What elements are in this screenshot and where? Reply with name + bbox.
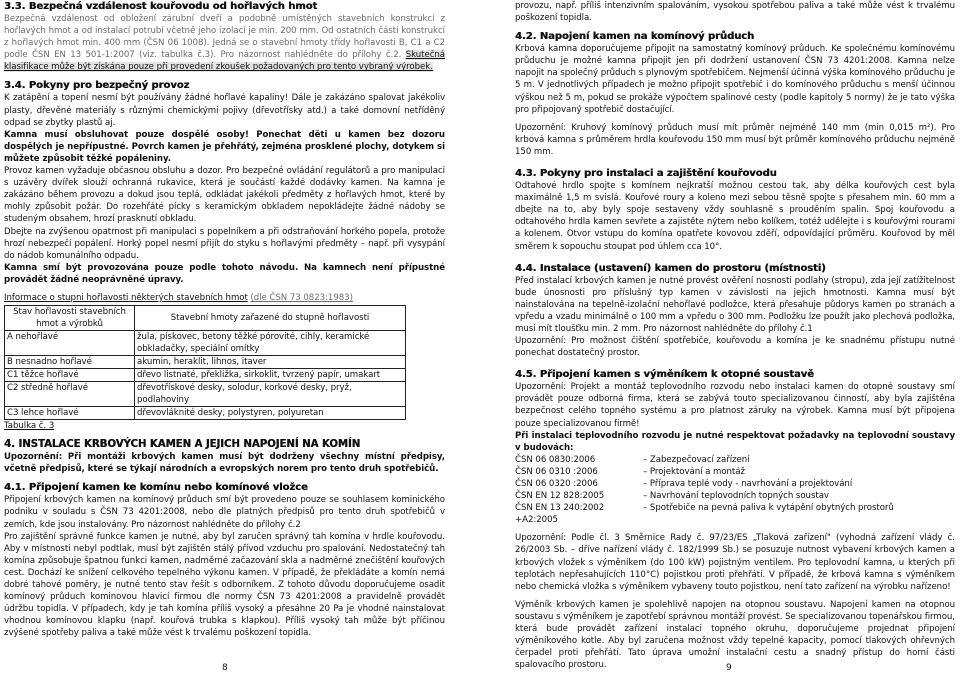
paragraph-4-5-b: Při instalaci teplovodního rozvodu je nutné respektovat požadavky na teplovodní soustavy v budovách: — [515, 430, 955, 453]
paragraph-3-4-a: K zatápění a topení nesmí být používány žádné hořlavé kapaliny! Dále je zakázáno spalovat jakékoliv plasty, dřevěné materiály s různými chemickými pojivy (dřevotřísky atd.) a také domovní netříděný odpad se zbytky plastů aj. — [4, 93, 445, 128]
standard-code: ČSN EN 13 240:2002 +A2:2005 — [515, 503, 605, 526]
table-cell: C1 těžce hořlavé — [5, 369, 135, 382]
standard-desc: – Projektování a montáž — [643, 466, 745, 477]
chapter-heading-4: 4. INSTALACE KRBOVÝCH KAMEN A JEJICH NAPOJENÍ NA KOMÍN — [4, 439, 361, 451]
section-heading-4-5: 4.5. Připojení kamen s výměníkem k otopné soustavě — [515, 369, 814, 381]
flammability-table — [4, 305, 406, 420]
table-row — [5, 382, 406, 407]
table-cell: B nesnadno hořlavé — [5, 356, 135, 369]
section-heading-4-4: 4.4. Instalace (ustavení) kamen do prostoru (místnosti) — [515, 262, 826, 274]
paragraph-4-1-b: Pro zajištění správné funkce kamen je nutné, aby byl zaručen správný tah komína v hrdle kouřovodu. Aby v místnosti nebyl podtlak, musí být zajištěn stálý přívod vzduchu pro spalování. Nedostatečný tah komína způsobuje špatnou funkci kamen, nadměrné začazování skla a nadměrné znečištění kouřových cest. Dochází ke snížení celkového tepelného výkonu kamen. V případě, že překládáte a komín nemá dobré tahové poměry, je nutné tento stav řešit s odborníkem. Z tohoto důvodu doporučujeme osadit komínový průduch kominovou hlavicí firmou dle normy ČSN 73 4201:2008 a pravidelně provádět údržbu topidla. V případech, kdy je tah komína příliš vysoký a přesáhne 20 Pa je vhodné nainstalovat vhodnou komínovou klapku (např. kouřová trubka s klapkou). Příliš vysoký tah může být příčinou zvýšené spotřeby paliva a také může vést k trvalému poškození topidla. — [4, 531, 445, 639]
table-header-cell: Stav hořlavosti stavebních hmot a výrobků — [5, 306, 135, 331]
paragraph-3-4-b: Kamna musí obsluhovat pouze dospělé osoby! Ponechat děti u kamen bez dozoru dospělých je nepřípustné. Povrch kamen je přehřátý, zejména prosklené plochy, dotykem si můžete způsobit těžké popáleniny. — [4, 129, 445, 164]
table-header-cell: Stavební hmoty zařazené do stupně hořlavosti — [135, 306, 406, 331]
table-row — [5, 407, 406, 420]
standard-code: ČSN 06 0830:2006 — [515, 454, 596, 465]
paragraph-4-4-b: Upozornění: Pro možnost čištění spotřebiče, kouřovodu a komína je ke snadnému přístupu nutné ponechat dostatečný prostor. — [515, 336, 955, 359]
standard-code: ČSN 06 0320 :2006 — [515, 479, 598, 489]
standard-desc: – Zabezpečovací zařízení — [643, 454, 750, 465]
page-number-left: 8 — [222, 663, 228, 673]
table-row — [5, 356, 406, 369]
table-cell: dřevo listnaté, překližka, sirkoklit, tvrzený papír, umakart — [135, 369, 406, 382]
paragraph-4-4-a: Před instalací krbových kamen je nutné provést ověření nosnosti podlahy (stropu), zda její zatížitelnost bude únosnosti pro příslušný typ kamen v závislosti na jejich hmotnosti. Kamna musí být nainstalována na tepelně-izolační nehořlavé podložce, která přesahuje půdorys kamen po stranách a vpředu a vzadu minimálně o 100 mm a vpředu o 300 mm. Podložku lze použít jako plechová podložka, musí mít tloušťku min. 2 mm. Pro názornost nahlédněte do přílohy č.1 — [515, 275, 955, 334]
paragraph-4-5-a: Upozornění: Projekt a montáž teplovodního rozvodu nebo instalaci kamen do otopné soustavy smí provádět pouze odborná firma, která se zabývá touto specializovanou činností, aby byla zajištěna bezpečnost celého topného systému a pro platnost záruky na výrobek. Kamna musí být připojena pouze specializovanou firmě! — [515, 382, 955, 429]
table-caption-title: Informace o stupni hořlavosti některých stavebních hmot — [4, 292, 248, 303]
table-label: Tabulka č. 3 — [4, 421, 55, 432]
standard-desc: – Příprava teplé vody - navrhování a projektování — [643, 479, 853, 489]
paragraph-3-4-e: Kamna smí být provozována pouze podle tohoto návodu. Na kamnech není přípustné provádět žádné neoprávněné úpravy. — [4, 262, 445, 285]
section-heading-3-4: 3.4. Pokyny pro bezpečný provoz — [4, 80, 190, 92]
table-cell: akumin, heraklit, lihnos, itaver — [135, 356, 406, 369]
paragraph-4-5-d: Výměník krbových kamen je spolehlivě napojen na otopnou soustavu. Napojení kamen na otopnou soustavu s výměníkem je zapotřebí správnou montáží provést. Se specializovanou topenářskou firmou, která bude provádět zařízení instalaci topného okruhu, doporučujeme projednat připojení výměníkového kotle. Aby byl zaručena možnost vždy tepelné kapacity, pomocí tlakových ohřevných čerpadel proti přehřátí. Tato úprava umožní instalační cestu a snadný přístup do horní části spalovacího prostoru. — [515, 599, 955, 671]
right-page-column — [515, 0, 955, 671]
paragraph-4-5-c: Upozornění: Podle čl. 3 Směrnice Rady č. 97/23/ES „Tlaková zařízení" (vyhodná zařízení vlády č. 26/2003 Sb. – dříve nařízení vlády č. 182/1999 Sb.) se posuzuje nutnost vybavení krbových kamen a krbových vložek s výměníkem (do 100 kW) pojistným ventilem. Pro teplovodní kamna, u kterých při teplotách nepřesahujících 110°C) pojistkou proti přehřátí. V případě, že krbová kamna s výměníkem nebo chemická vložka s výměníkem vybaveny touto pojistkou, není tato zařízení na výrobku nařízeno! — [515, 533, 955, 592]
standard-desc: – Spotřebiče na pevná paliva k vytápění obytných prostorů — [643, 503, 894, 514]
paragraph-3-4-d: Dbejte na zvýšenou opatrnost při manipulaci s popelníkem a při odstraňování horkého popela, protože hrozí nebezpečí popálení. Horký popel nesmí přijít do styku s hořlavými předměty – např. při vysypání do nádob komunálního odpadu. — [4, 226, 445, 261]
paragraph-4-1-a: Připojení krbových kamen na komínový průduch smí být provedeno pouze se souhlasem kominického podniku v souladu s ČSN 73 4201:2008, nebo dle platných předpisů pro tento druh spotřebičů v zemích, kde jsou instalovány. Pro názornost nahlédněte do přílohy č.2 — [4, 495, 445, 530]
section-heading-4-2: 4.2. Napojení kamen na komínový průduch — [515, 31, 755, 43]
paragraph-4-3: Odtahové hrdlo spojte s komínem nejkratší možnou cestou tak, aby délka kouřových cest byla maximálně 1,5 m svislá. Kouřové roury a koleno mezi sebou těsně spojte s přesahem min. 60 mm a dbejte na to, aby byly spoje sestaveny vždy souhlasně s prouděním spalin. Spoj kouřovodu a odtahového hrdla kamen sevřete a zajistěte nýtem nebo kolíkem, totéž udělejte i s kouřovými rourami a kolenem. Otvor vstupu do komína opatřete kovovou zděří, odpovídající průměru. Kouřovod by měl směrem k sopouchu stoupat pod úhlem cca 10°. — [515, 181, 955, 252]
section-heading-4-1: 4.1. Připojení kamen ke komínu nebo komínové vložce — [4, 482, 308, 494]
section-heading-3-3: 3.3. Bezpečná vzdálenost kouřovodu od hořlavých hmot — [4, 1, 318, 12]
table-caption — [4, 292, 445, 304]
paragraph-continued: provozu, např. příliš intenzivním spalováním, vysokou spotřebou paliva a také může vést k trvalému poškození topidla. — [515, 1, 955, 24]
paragraph-4-warning: Upozornění: Při montáži krbových kamen musí být dodrženy všechny místní předpisy, včetně předpisů, které se týkají národních a evropských norem pro tento druh spotřebičů. — [4, 452, 445, 475]
table-row — [5, 331, 406, 356]
paragraph-4-2-b: Upozornění: Kruhový komínový průduch musí mít průměr nejméně 140 mm (min 0,015 m²). Pro krbová kamna s průměrem hrdla kouřovodu 150 mm musí být průměr komínového průduchu nejméně 150 mm. — [515, 122, 955, 157]
table-cell: dřevovláknité desky, polystyren, polyuretan — [135, 407, 406, 420]
table-cell: A nehořlavé — [5, 331, 135, 356]
standard-desc: – Navrhování teplovodních topných soustav — [643, 491, 829, 502]
classification-note: Skutečná klasifikace může být získána pouze při provedení zkoušek požadovaných pro tento vybraný výrobek. — [4, 50, 445, 73]
standards-list — [515, 454, 955, 527]
table-cell: C3 lehce hořlavé — [5, 407, 135, 420]
standard-code: ČSN 06 0310 :2006 — [515, 466, 598, 477]
table-header-row — [5, 306, 406, 331]
page-number-right: 9 — [726, 663, 732, 673]
table-cell: dřevotřískové desky, solodur, korkové desky, pryž, podlahoviny — [135, 382, 406, 407]
standard-code: ČSN EN 12 828:2005 — [515, 491, 605, 502]
table-row — [5, 369, 406, 382]
paragraph-3-3 — [4, 13, 445, 73]
table-cell: žula, pískovec, betony těžké pórovité, cihly, keramické obkladačky, speciální omítky — [135, 331, 406, 356]
paragraph-3-4-c: Provoz kamen vyžaduje občasnou obsluhu a dozor. Pro bezpečné ovládání regulátorů a pro manipulaci s uzávěry dvířek slouží ochranná rukavice, která je součástí každé dodávky kamen. Na kamna je zakázáno během provozu a dokud jsou teplá, odkládat jakékoli předměty z hořlavých hmot, které by mohly způsobit požár. Do rozehřáté pícky s keramickým obkladem nepokládejte žádné nádoby se studeným obsahem, hrozí prasknutí obkladu. — [4, 166, 445, 225]
left-page-column — [4, 0, 445, 639]
table-caption-ref: (dle ČSN 73 0823:1983) — [250, 292, 353, 303]
table-cell: C2 středně hořlavé — [5, 382, 135, 407]
paragraph-4-2-a: Krbová kamna doporučujeme připojit na samostatný komínový průduch. Ke společnému komínovému průduchu je možné kamna připojit jen při dodržení ustanovení ČSN 73 4201:2008. Kamna nelze napojit na společný průduch s plynovým spotřebičem. Nejmenší účinná výška komínového průduchu je 5 m. V jednotlivých případech je možno připojit spotřebič i do komínového průduchu s menší účinnou výškou než 5 m, pokud se prokáže výpočtem spalinové cesty (podle kapitoly 5 normy) že je tato výška pro připojovaný spotřebič dostačující. — [515, 44, 955, 115]
paragraph-3-3-text: Bezpečná vzdálenost od obložení zárubní dveří a podobně umístěných stavebních konstrukcí z hořlavých hmot a od instalací potrubí včetně jeho izolací je min. 200 mm. Od ostatních částí konstrukcí z hořlavých hmot min. 400 mm (ČSN 06 1008). Jedná se o stavební hmoty třídy hořlavosti B, C1 a C2 podle ČSN EN 13 501-1:2007 (viz. tabulka č.3). Pro názornost nahlédněte do přílohy č.2. — [4, 14, 445, 61]
section-heading-4-3: 4.3. Pokyny pro instalaci a zajištění kouřovodu — [515, 168, 777, 180]
